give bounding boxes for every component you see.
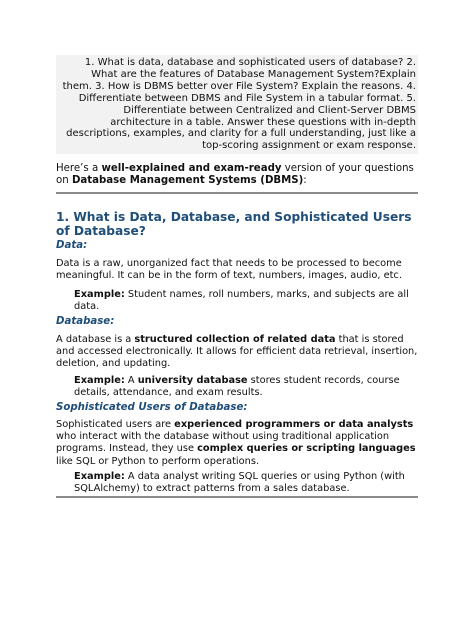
example-bold: university database [137,375,248,386]
para-bold: structured collection of related data [134,334,336,345]
users-example [74,471,414,495]
section-heading: 1. What is Data, Database, and Sophisticated Users of Database? [56,210,412,238]
database-example [74,375,414,399]
intro-text: version of your questions on [56,163,414,187]
para-text: who interact with the database without using traditional application programs. Instead, they use [56,431,390,455]
database-paragraph [56,334,418,371]
divider [56,496,418,498]
intro-text: Here’s a [56,163,102,174]
data-example [74,289,414,313]
example-text: stores student records, course details, attendance, and exam results. [74,375,400,399]
answer-intro [56,163,418,187]
para-text: that is stored and accessed electronically. It allows for efficient data retrieval, insertion, deletion, and updating. [56,334,418,370]
para-bold: complex queries or scripting languages [197,443,416,455]
intro-bold-2: Database Management Systems (DBMS) [71,175,304,187]
example-text: A data analyst writing SQL queries or using Python (with SQLAlchemy) to extract patterns from a sales database. [74,471,405,495]
para-text: like SQL or Python to perform operations. [56,455,260,467]
database-subheading: Database: [56,316,115,327]
divider [56,192,418,194]
para-bold: experienced programmers or data analysts [174,419,414,430]
data-paragraph: Data is a raw, unorganized fact that needs to be processed to become meaningful. It can be in the form of text, numbers, images, audio, etc. [56,258,402,282]
example-text: Student names, roll numbers, marks, and subjects are all data. [74,289,409,313]
example-label: Example: [74,375,125,386]
users-paragraph [56,419,418,468]
intro-text: : [303,175,307,187]
example-label: Example: [74,471,125,482]
intro-bold-1: well-explained and exam-ready [101,163,282,174]
example-text: A [124,375,138,386]
para-text: A database is a [56,334,135,345]
prompt-text: 1. What is data, database and sophisticated users of database? 2. What are the features of Database Management System?Explain them. 3. How is DBMS better over File System? Explain the reasons. 4. Differentiate between DBMS and File System in a tabular format. 5. Differentiate between Centralized and Client-Server DBMS architecture in a table. Answer these questions with in-depth descriptions, examples, and clarity for a full understanding, just like a top-scoring assignment or exam response. [62,57,416,152]
user-prompt [56,55,418,154]
example-label: Example: [74,289,125,300]
data-subheading: Data: [56,240,88,251]
users-subheading: Sophisticated Users of Database: [56,402,248,413]
para-text: Sophisticated users are [56,419,175,430]
